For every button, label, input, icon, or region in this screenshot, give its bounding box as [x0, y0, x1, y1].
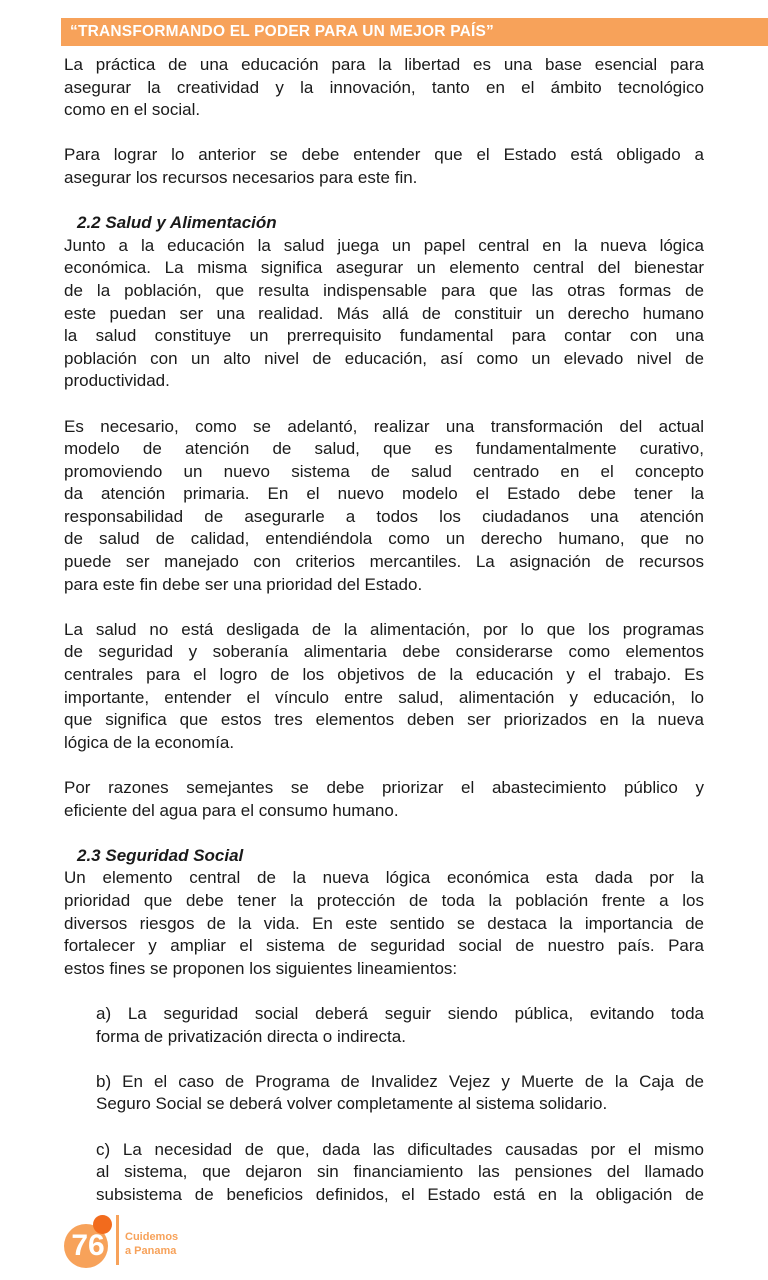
paragraph-gap — [64, 980, 704, 1003]
header-banner — [61, 18, 768, 46]
text-line: a) La seguridad social deberá seguir siendo pública, evitando toda — [96, 1003, 704, 1023]
text-line: forma de privatización directa o indirecta. — [96, 1026, 406, 1046]
text-line: importante, entender el vínculo entre salud, alimentación y educación, lo — [64, 687, 704, 707]
text-line: subsistema de beneficios definidos, el Estado está en la obligación de — [96, 1184, 704, 1204]
text-line: Un elemento central de la nueva lógica económica esta dada por la — [64, 868, 704, 888]
text-line: fortalecer y ampliar el sistema de seguridad social de nuestro país. Para — [64, 936, 704, 956]
section-heading: 2.2 Salud y Alimentación — [77, 213, 277, 233]
text-line: La práctica de una educación para la libertad es una base esencial para — [64, 55, 704, 74]
text-line: como en el social. — [64, 100, 201, 120]
text-line: que significa que estos tres elementos deben ser priorizados en la nueva — [64, 710, 704, 730]
paragraph — [64, 235, 704, 393]
paragraph — [64, 416, 704, 597]
text-line: Por razones semejantes se debe priorizar el abastecimiento público y — [64, 778, 704, 797]
paragraph — [64, 619, 704, 755]
paragraph-gap — [64, 1048, 704, 1071]
text-line: la salud constituye un prerrequisito fundamental para contar con una — [64, 326, 704, 346]
document-body — [64, 54, 704, 1206]
text-line: b) En el caso de Programa de Invalidez Vejez y Muerte de la Caja de — [96, 1071, 704, 1091]
text-line: Seguro Social se deberá volver completamente al sistema solidario. — [96, 1094, 608, 1114]
text-line: da atención primaria. En el nuevo modelo el Estado debe tener la — [64, 484, 704, 504]
text-line: asegurar la creatividad y la innovación, tanto en el ámbito tecnológico — [64, 77, 704, 97]
paragraph — [64, 144, 704, 189]
text-line: lógica de la economía. — [64, 732, 235, 752]
text-line: c) La necesidad de que, dada las dificultades causadas por el mismo — [96, 1139, 704, 1159]
text-line: de seguridad y soberanía alimentaria debe considerarse como elementos — [64, 642, 704, 662]
text-line: asegurar los recursos necesarios para este fin. — [64, 167, 418, 187]
text-line: eficiente del agua para el consumo humano. — [64, 800, 399, 820]
text-line: productividad. — [64, 371, 170, 391]
paragraph — [64, 867, 704, 980]
paragraph-gap — [64, 122, 704, 145]
text-line: Junto a la educación la salud juega un papel central en la nueva lógica — [64, 235, 704, 255]
header-title: “TRANSFORMANDO EL PODER PARA UN MEJOR PAÍS” — [70, 23, 494, 40]
paragraph-gap — [64, 754, 704, 777]
paragraph-gap — [64, 393, 704, 416]
paragraph-gap — [64, 190, 704, 213]
text-line: modelo de atención de salud, que es fundamentalmente curativo, — [64, 439, 704, 459]
brand-line-1: Cuidemos — [125, 1231, 179, 1243]
paragraph-gap — [64, 1116, 704, 1139]
paragraph — [64, 54, 704, 122]
text-line: prioridad que debe tener la protección de toda la población frente a los — [64, 890, 704, 910]
text-line: de salud de calidad, entendiéndola como un derecho humano, que no — [64, 529, 704, 549]
text-line: económica. La misma significa asegurar un elemento central del bienestar — [64, 258, 704, 278]
text-line: diversos riesgos de la vida. En este sentido se destaca la importancia de — [64, 913, 704, 933]
page-number: 76 — [71, 1229, 105, 1262]
text-line: este puedan ser una realidad. Más allá de constituir un derecho humano — [64, 303, 704, 323]
text-line: Para lograr lo anterior se debe entender que el Estado está obligado a — [64, 145, 704, 165]
paragraph-gap — [64, 822, 704, 845]
paragraph — [64, 777, 704, 822]
text-line: para este fin debe ser una prioridad del Estado. — [64, 574, 423, 594]
text-line: puede ser manejado con criterios mercantiles. La asignación de recursos — [64, 552, 704, 572]
paragraph-gap — [64, 596, 704, 619]
section-heading: 2.3 Seguridad Social — [77, 845, 244, 865]
text-line: al sistema, que dejaron sin financiamiento las pensiones del llamado — [96, 1162, 704, 1182]
text-line: estos fines se proponen los siguientes lineamientos: — [64, 958, 458, 978]
list-item — [96, 1003, 704, 1048]
text-line: población con un alto nivel de educación, así como un elevado nivel de — [64, 348, 704, 368]
text-line: de la población, que resulta indispensable para que las otras formas de — [64, 280, 704, 300]
text-line: centrales para el logro de los objetivos de la educación y el trabajo. Es — [64, 665, 704, 685]
text-line: La salud no está desligada de la alimentación, por lo que los programas — [64, 619, 704, 639]
footer-brand — [125, 1230, 178, 1258]
list-item — [96, 1071, 704, 1116]
brand-line-2: a Panama — [125, 1245, 177, 1257]
text-line: Es necesario, como se adelantó, realizar una transformación del actual — [64, 416, 704, 436]
list-item — [96, 1139, 704, 1207]
footer-divider — [116, 1215, 119, 1265]
text-line: promoviendo un nuevo sistema de salud centrado en el concepto — [64, 461, 704, 481]
text-line: responsabilidad de asegurarle a todos los ciudadanos una atención — [64, 506, 704, 526]
